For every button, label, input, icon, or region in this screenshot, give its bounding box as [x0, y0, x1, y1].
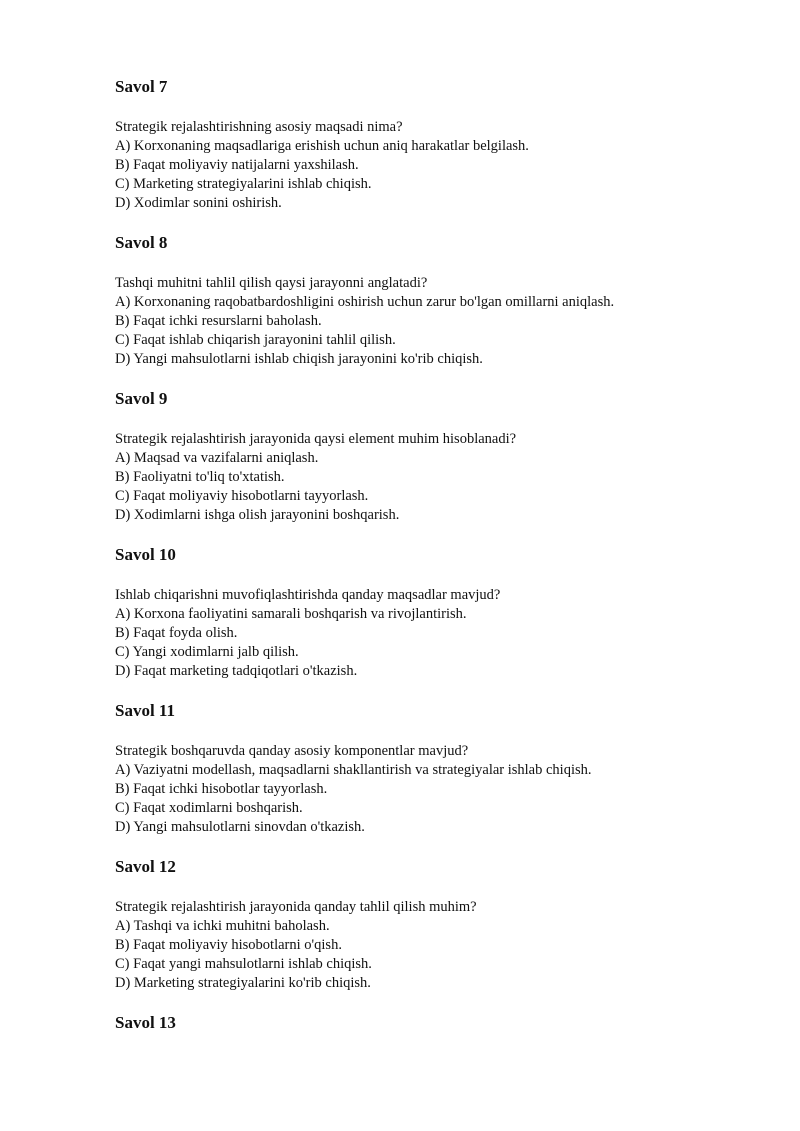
- answer-option-d: D) Marketing strategiyalarini ko'rib chiqish.: [115, 975, 371, 991]
- answer-option-b: B) Faqat moliyaviy hisobotlarni o'qish.: [115, 937, 342, 953]
- answer-option-b: B) Faqat foyda olish.: [115, 625, 238, 641]
- question-block-12: [115, 856, 755, 993]
- question-block-9: [115, 388, 755, 525]
- answer-option-c: C) Faqat xodimlarni boshqarish.: [115, 800, 303, 816]
- answer-option-c: C) Yangi xodimlarni jalb qilish.: [115, 644, 299, 660]
- question-text: Strategik rejalashtirish jarayonida qaysi element muhim hisoblanadi?: [115, 431, 517, 447]
- answer-option-d: D) Yangi mahsulotlarni sinovdan o'tkazish.: [115, 819, 365, 835]
- answer-option-d: D) Xodimlar sonini oshirish.: [115, 195, 282, 211]
- question-block-11: [115, 700, 755, 837]
- answer-option-c: C) Faqat moliyaviy hisobotlarni tayyorlash.: [115, 488, 369, 504]
- answer-option-a: A) Tashqi va ichki muhitni baholash.: [115, 918, 330, 934]
- answer-option-a: A) Korxonaning maqsadlariga erishish uchun aniq harakatlar belgilash.: [115, 138, 529, 154]
- question-text: Tashqi muhitni tahlil qilish qaysi jarayonni anglatadi?: [115, 275, 428, 291]
- answer-option-a: A) Maqsad va vazifalarni aniqlash.: [115, 450, 319, 466]
- answer-option-c: C) Marketing strategiyalarini ishlab chiqish.: [115, 176, 372, 192]
- answer-option-a: A) Vaziyatni modellash, maqsadlarni shakllantirish va strategiyalar ishlab chiqish.: [115, 762, 592, 778]
- answer-option-b: B) Faqat ichki resurslarni baholash.: [115, 313, 322, 329]
- question-block-7: [115, 76, 755, 213]
- question-text: Strategik boshqaruvda qanday asosiy komponentlar mavjud?: [115, 743, 469, 759]
- question-heading: Savol 8: [115, 233, 168, 252]
- answer-option-d: D) Xodimlarni ishga olish jarayonini boshqarish.: [115, 507, 400, 523]
- answer-option-a: A) Korxona faoliyatini samarali boshqarish va rivojlantirish.: [115, 606, 467, 622]
- question-text: Strategik rejalashtirishning asosiy maqsadi nima?: [115, 119, 403, 135]
- question-block-10: [115, 544, 755, 681]
- answer-option-d: D) Faqat marketing tadqiqotlari o'tkazish.: [115, 663, 358, 679]
- question-heading: Savol 12: [115, 857, 176, 876]
- question-text: Strategik rejalashtirish jarayonida qanday tahlil qilish muhim?: [115, 899, 477, 915]
- question-heading: Savol 9: [115, 389, 168, 408]
- answer-option-b: B) Faoliyatni to'liq to'xtatish.: [115, 469, 285, 485]
- question-block-8: [115, 232, 755, 369]
- question-heading: Savol 11: [115, 701, 175, 720]
- answer-option-c: C) Faqat ishlab chiqarish jarayonini tahlil qilish.: [115, 332, 396, 348]
- answer-option-d: D) Yangi mahsulotlarni ishlab chiqish jarayonini ko'rib chiqish.: [115, 351, 483, 367]
- answer-option-a: A) Korxonaning raqobatbardoshligini oshirish uchun zarur bo'lgan omillarni aniqlash.: [115, 294, 615, 310]
- answer-option-b: B) Faqat ichki hisobotlar tayyorlash.: [115, 781, 328, 797]
- answer-option-c: C) Faqat yangi mahsulotlarni ishlab chiqish.: [115, 956, 372, 972]
- answer-option-b: B) Faqat moliyaviy natijalarni yaxshilash.: [115, 157, 359, 173]
- question-heading: Savol 13: [115, 1013, 176, 1032]
- question-heading: Savol 10: [115, 545, 176, 564]
- question-text: Ishlab chiqarishni muvofiqlashtirishda qanday maqsadlar mavjud?: [115, 587, 501, 603]
- question-heading: Savol 7: [115, 77, 168, 96]
- question-block-13: [115, 1012, 755, 1034]
- document-page: [115, 76, 755, 1054]
